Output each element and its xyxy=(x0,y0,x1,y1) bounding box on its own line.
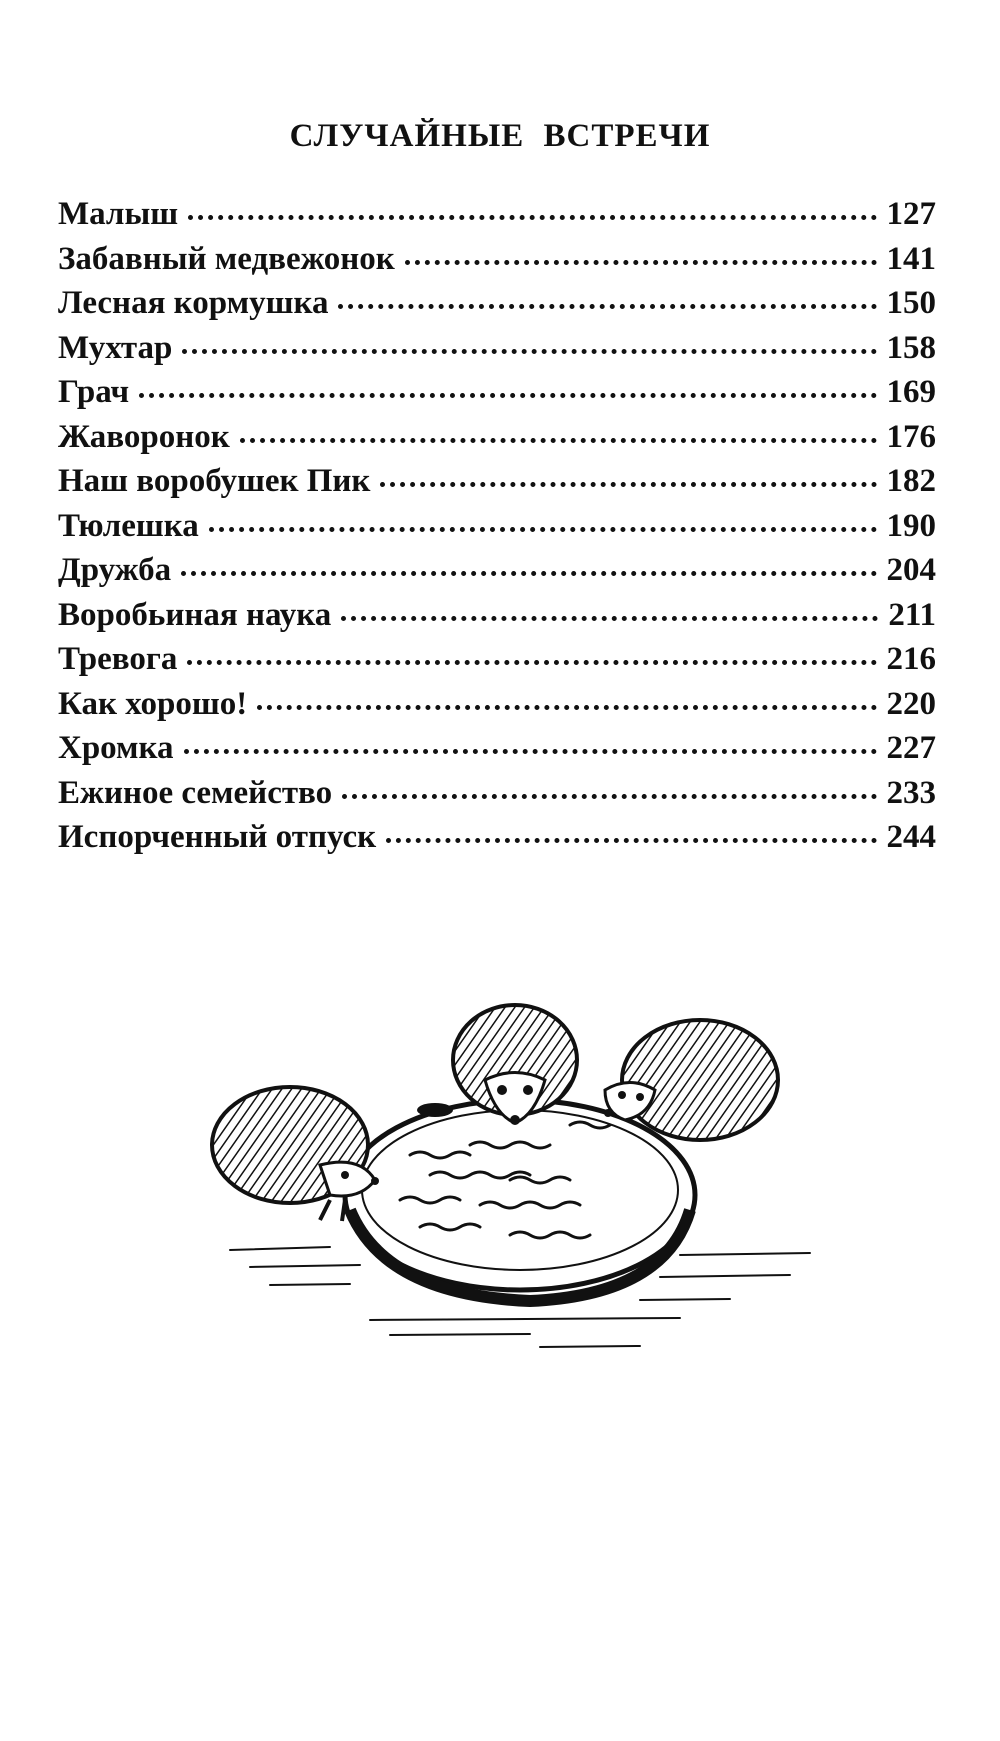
water-dish xyxy=(345,1100,695,1301)
toc-entry-title: Лесная кормушка xyxy=(58,285,329,321)
dot-leader xyxy=(187,660,876,665)
toc-entry-page: 233 xyxy=(886,774,936,811)
toc-entry-title: Мухтар xyxy=(58,329,173,366)
toc-entry-page: 150 xyxy=(886,285,936,321)
toc-entry-title: Забавный медвежонок xyxy=(58,240,395,277)
toc-entry[interactable] xyxy=(58,819,936,864)
toc-entry-page: 220 xyxy=(886,685,936,722)
toc-entry[interactable] xyxy=(58,641,936,686)
toc-entry[interactable] xyxy=(58,686,936,731)
toc-entry[interactable] xyxy=(58,196,936,241)
dot-leader xyxy=(341,616,878,621)
table-of-contents xyxy=(58,196,936,864)
toc-entry-page: 244 xyxy=(886,819,936,855)
toc-entry-title: Воробьиная наука xyxy=(58,596,332,633)
dot-leader xyxy=(338,304,876,309)
toc-entry-title: Испорченный отпуск xyxy=(58,819,377,855)
toc-entry[interactable] xyxy=(58,374,936,419)
toc-entry-title: Наш воробушек Пик xyxy=(58,463,371,499)
dot-leader xyxy=(257,705,876,710)
hedgehogs-illustration xyxy=(210,995,830,1365)
section-title: СЛУЧАЙНЫЕ ВСТРЕЧИ xyxy=(289,118,711,154)
toc-entry-title: Хромка xyxy=(58,730,174,766)
dot-leader xyxy=(209,527,877,532)
toc-entry[interactable] xyxy=(58,241,936,286)
toc-entry-page: 169 xyxy=(886,374,936,410)
dot-leader xyxy=(188,215,876,220)
toc-entry-title: Тюлешка xyxy=(58,507,199,544)
toc-entry-title: Дружба xyxy=(58,552,172,588)
toc-entry[interactable] xyxy=(58,463,936,508)
dot-leader xyxy=(386,838,876,843)
toc-entry-page: 127 xyxy=(886,196,936,232)
toc-entry[interactable] xyxy=(58,775,936,820)
dot-leader xyxy=(405,260,877,265)
toc-entry-title: Ежиное семейство xyxy=(58,774,333,811)
dot-leader xyxy=(184,749,877,754)
toc-entry[interactable] xyxy=(58,597,936,642)
dot-leader xyxy=(380,482,876,487)
toc-entry[interactable] xyxy=(58,508,936,553)
toc-entry-page: 227 xyxy=(886,730,936,766)
dot-leader xyxy=(139,393,876,398)
toc-entry-page: 182 xyxy=(886,463,936,499)
dot-leader xyxy=(181,571,876,576)
toc-entry-title: Малыш xyxy=(58,196,179,232)
toc-entry[interactable] xyxy=(58,285,936,330)
toc-entry-page: 158 xyxy=(886,329,936,366)
toc-entry-title: Тревога xyxy=(58,641,178,677)
toc-entry-page: 190 xyxy=(886,507,936,544)
toc-entry-title: Как хорошо! xyxy=(58,685,248,722)
toc-entry[interactable] xyxy=(58,330,936,375)
toc-entry-page: 211 xyxy=(888,596,936,633)
toc-entry-page: 141 xyxy=(886,240,936,277)
toc-entry[interactable] xyxy=(58,730,936,775)
toc-entry-page: 216 xyxy=(886,641,936,677)
toc-entry[interactable] xyxy=(58,419,936,464)
toc-entry-title: Грач xyxy=(58,374,130,410)
toc-entry-page: 176 xyxy=(886,418,936,455)
toc-entry[interactable] xyxy=(58,552,936,597)
toc-entry-page: 204 xyxy=(886,552,936,588)
dot-leader xyxy=(182,349,876,354)
toc-entry-title: Жаворонок xyxy=(58,418,230,455)
dot-leader xyxy=(342,794,876,799)
dot-leader xyxy=(240,438,877,443)
